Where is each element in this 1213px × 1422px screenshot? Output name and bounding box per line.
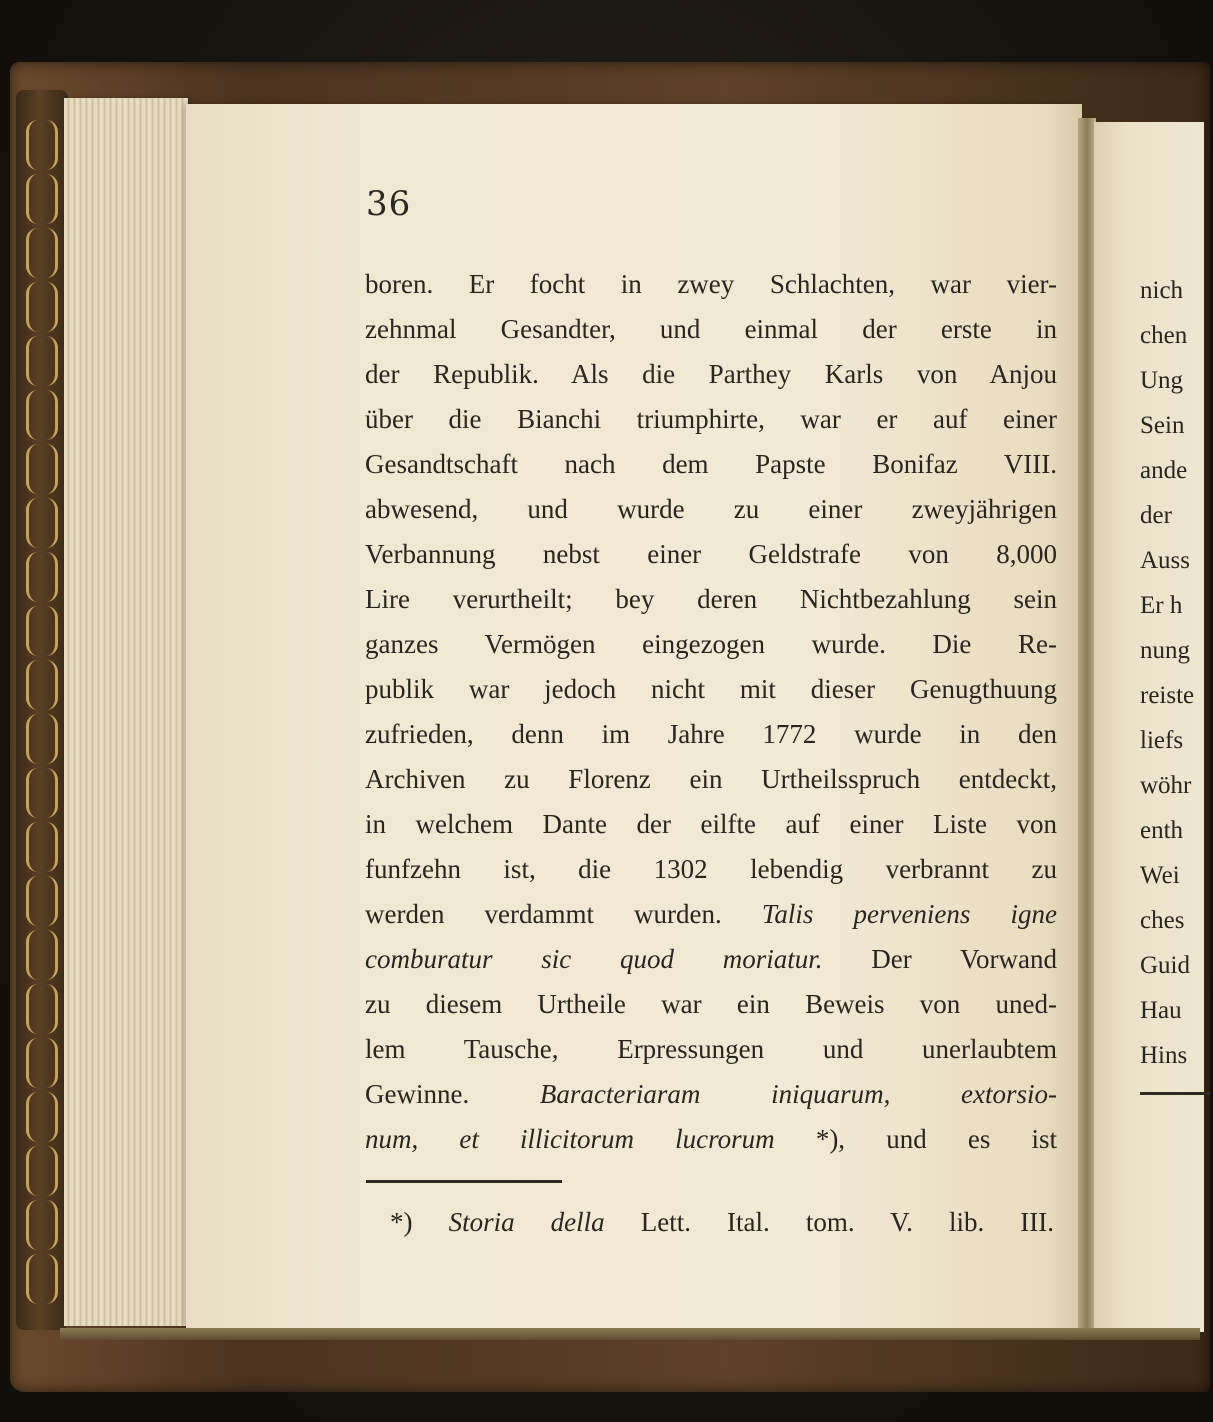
- facing-page-fragment: ches: [1140, 907, 1185, 934]
- spine-ornament-icon: [26, 552, 58, 602]
- facing-page-fragment: nich: [1140, 277, 1184, 304]
- spine-ornament-icon: [26, 930, 58, 980]
- text-plain: Der Vorwand: [822, 944, 1057, 974]
- text-plain: *), und es ist: [774, 1124, 1057, 1154]
- text-line: [365, 1117, 1057, 1162]
- footnote-marker: *): [390, 1207, 413, 1237]
- facing-page-fragment: Guid: [1140, 952, 1190, 979]
- spine-ornament-icon: [26, 1092, 58, 1142]
- text-line: zu diesem Urtheile war ein Beweis von uned-: [365, 989, 1057, 1019]
- facing-page-fragment: der: [1140, 502, 1172, 529]
- spine-ornament-icon: [26, 174, 58, 224]
- facing-page-fragment: Er h: [1140, 592, 1183, 619]
- spine-ornament-icon: [26, 1200, 58, 1250]
- spine-ornament-icon: [26, 1038, 58, 1088]
- text-line: zufrieden, denn im Jahre 1772 wurde in den: [365, 719, 1057, 749]
- footnote-reference: Lett. Ital. tom. V. lib. III.: [640, 1207, 1055, 1237]
- text-line: [365, 1072, 1057, 1117]
- facing-page-fragment: Hins: [1140, 1042, 1188, 1069]
- text-line: Verbannung nebst einer Geldstrafe von 8,000: [365, 539, 1057, 569]
- spine-ornament-icon: [26, 822, 58, 872]
- spine-ornament-icon: [26, 282, 58, 332]
- text-line: boren. Er focht in zwey Schlachten, war vier-: [365, 269, 1057, 299]
- facing-page-fragment: ande: [1140, 457, 1188, 484]
- spine-ornament-icon: [26, 120, 58, 170]
- footnote-rule: [366, 1180, 562, 1183]
- spine-ornament-icon: [26, 498, 58, 548]
- footnote-title: Storia della: [448, 1207, 605, 1237]
- text-plain: werden verdammt wurden.: [365, 899, 762, 929]
- latin-quote: Talis perveniens igne: [761, 899, 1057, 929]
- text-line: über die Bianchi triumphirte, war er auf einer: [365, 404, 1057, 434]
- spine-ornament-icon: [26, 444, 58, 494]
- text-line: in welchem Dante der eilfte auf einer Liste von: [365, 809, 1057, 839]
- facing-page-fragment: Auss: [1140, 547, 1191, 574]
- spine-ornament-icon: [26, 1146, 58, 1196]
- text-line: [365, 892, 1057, 937]
- spine-ornament-icon: [26, 714, 58, 764]
- text-line: funfzehn ist, die 1302 lebendig verbrannt zu: [365, 854, 1057, 884]
- text-plain: Gewinne.: [365, 1079, 540, 1109]
- facing-page-fragment: enth: [1140, 817, 1184, 844]
- latin-quote: Baracteriaram iniquarum, extorsio-: [539, 1079, 1057, 1109]
- text-line: zehnmal Gesandter, und einmal der erste in: [365, 314, 1057, 344]
- spine-ornament-icon: [26, 660, 58, 710]
- facing-page-fragment: Wei: [1140, 862, 1180, 889]
- page-edges: [64, 98, 188, 1326]
- spine-ornament-icon: [26, 768, 58, 818]
- text-line: publik war jedoch nicht mit dieser Genugthuung: [365, 674, 1057, 704]
- facing-page-text: [1140, 268, 1194, 1078]
- spine-ornament-icon: [26, 336, 58, 386]
- latin-quote: num, et illicitorum lucrorum: [365, 1124, 775, 1154]
- facing-page-fragment: Sein: [1140, 412, 1185, 439]
- text-line: abwesend, und wurde zu einer zweyjährigen: [365, 494, 1057, 524]
- facing-page-footnote-rule: [1140, 1092, 1210, 1095]
- facing-page-fragment: nung: [1140, 637, 1190, 664]
- text-line: Gesandtschaft nach dem Papste Bonifaz VIII.: [365, 449, 1057, 479]
- facing-page: [1094, 122, 1204, 1332]
- spine-ornament-icon: [26, 390, 58, 440]
- latin-quote: comburatur sic quod moriatur.: [365, 944, 823, 974]
- footnote: [390, 1200, 1054, 1245]
- text-line: Lire verurtheilt; bey deren Nichtbezahlung sein: [365, 584, 1057, 614]
- text-line: [365, 937, 1057, 982]
- spine-ornament-icon: [26, 876, 58, 926]
- spine-ornament-icon: [26, 984, 58, 1034]
- facing-page-fragment: Hau: [1140, 997, 1182, 1024]
- body-text: [365, 262, 1057, 1162]
- book-bottom-edge: [60, 1328, 1200, 1340]
- page-number: 36: [366, 184, 412, 224]
- text-line: ganzes Vermögen eingezogen wurde. Die Re-: [365, 629, 1057, 659]
- facing-page-fragment: chen: [1140, 322, 1188, 349]
- facing-page-fragment: reiste: [1140, 682, 1195, 709]
- spine-ornament-icon: [26, 606, 58, 656]
- facing-page-fragment: wöhr: [1140, 772, 1192, 799]
- facing-page-fragment: liefs: [1140, 727, 1184, 754]
- text-line: der Republik. Als die Parthey Karls von Anjou: [365, 359, 1057, 389]
- text-line: lem Tausche, Erpressungen und unerlaubtem: [365, 1034, 1057, 1064]
- spine-ornament-icon: [26, 228, 58, 278]
- text-line: Archiven zu Florenz ein Urtheilsspruch entdeckt,: [365, 764, 1057, 794]
- spine-ornament-icon: [26, 1254, 58, 1304]
- facing-page-fragment: Ung: [1140, 367, 1184, 394]
